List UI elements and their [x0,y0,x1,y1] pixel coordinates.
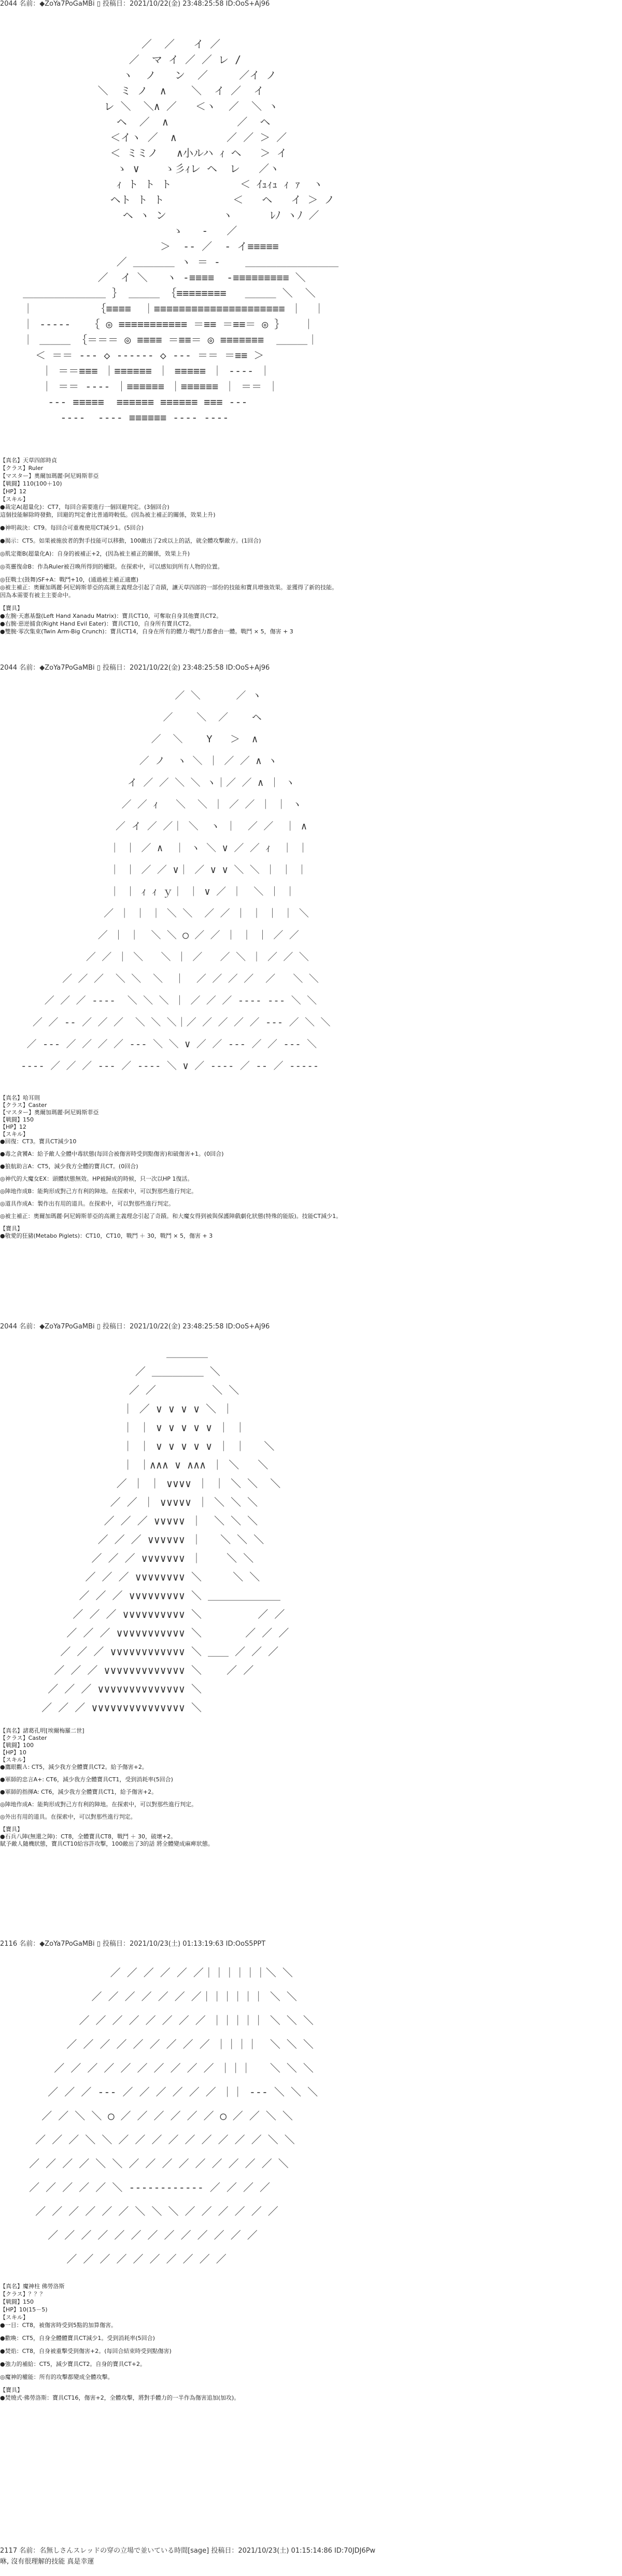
stats-line: 【戦闘】100 [0,1742,34,1749]
stats-line: ●回復：CT3。寶具CT減少10 [0,1138,77,1145]
stats-block [0,1095,622,1240]
stats-line: 【寶具】 [0,1225,23,1232]
stats-spacer [0,519,622,524]
stats-line: 【スキル】 [0,496,29,503]
ascii-art-line: ／ ＼ ／ ヘ [21,712,262,723]
stats-line: 【真名】哈耳則 [0,1095,40,1101]
ascii-art-line: ／ ／ ／ ／ ／ ／ ／ ／ ／ ／ [10,2253,227,2265]
ascii-art-line: ヘ ／ ∧ ／ ヘ [10,116,271,128]
stats-spacer [0,1771,622,1776]
ascii-art [21,685,570,1084]
stats-line: ◎陣地作成B：能夠形成對己方有利的陣地。在探索中，可以對那些進行判定。 [0,1188,197,1195]
stats-line: 【スキル】 [0,1131,29,1138]
ascii-art-line: ｜ ｜∧∧∧ ∨ ∧∧∧ ｜ ＼ ＼ [10,1459,268,1471]
stats-line: 因為本需要有被主主要命中。 [0,592,74,599]
stats-line: ●軍師的指揮A: CT6，減少我方全體寶具CT1，給予傷害+2。 [0,1789,158,1795]
stats-block [0,1727,622,1848]
ascii-art-line: ／ ／ ／ ‐‐‐‐ ＼ ＼ ＼ ｜ ／ ／ ／ ‐‐‐‐ ‐‐‐ ＼ ＼ [21,995,317,1006]
stats-spacer [0,1821,622,1826]
footer-header: 2117 名前：名無しさんスレッドの穿の立場で並いている時間[sage] 投稿日：2021/10/23(土) 01:15:14:86 ID:70JDJ6Pw [0,2547,376,2555]
stats-line: ●一目：CT8，被傷害時受到5點的加算傷害。 [0,2322,117,2329]
ascii-art-line: ／ ／ ／ ／ ／ ／ ／｜｜｜｜｜｜ ＼ ＼ [10,1990,297,2003]
stats-spacer [0,1158,622,1163]
stats-line: ●雙腕‧零次集束(Twin Arm-Big Crunch)：寶具CT14，自身在所有的體力‧戰鬥力都會由一體。戰鬥 × 5，傷害 + 3 [0,628,293,635]
stats-line: 【クラス】Caster [0,1735,47,1741]
ascii-art-line: ／ ／ ／ ∨∨∨∨∨ ｜ ＼ ＼ ＼ [10,1515,258,1527]
stats-line: 【クラス】Ruler [0,465,44,472]
stats-line: 【HP】10 [0,1749,26,1756]
ascii-art-line: ／ ‐‐‐ ／ ／ ／ ／ ‐‐‐ ＼ ＼ ∨ ／ ／ ‐‐‐ ／ ／ ‐‐‐ ＼ [21,1038,317,1050]
ascii-art-line: ＼ ミ ノ ∧ ＼ イ ／ イ [10,85,264,97]
ascii-art-line: ／ ＿＿＿＿ ヽ ＝ ‐ ＿＿＿＿＿＿＿＿＿ [10,256,339,268]
stats-line: 【寶具】 [0,2387,23,2393]
stats-spacer [0,1808,622,1813]
ascii-art-line: ／ ／ ／ ∨∨∨∨∨∨∨∨∨∨∨∨ ＼ ＿＿ ／ ／ ／ [10,1645,279,1658]
ascii-art-line: ／ ／ ／ ∨∨∨∨∨∨∨∨ ＼ ＼ ＼ [10,1571,260,1583]
ascii-art-line: ｜ ＿＿＿ ｛＝＝＝ ◎ ≡≡≡≡ ＝≡≡＝ ◎ ≡≡≡≡≡≡≡ ＿＿＿｜ [10,334,318,346]
stats-spacer [0,1170,622,1175]
stats-line: 【真名】天草四郎時貞 [0,457,57,464]
ascii-art-line: ｜ ｜ ／ ／ ∨｜ ／ ∨ ∨ ＼ ＼ ｜ ｜ ｜ [21,864,307,876]
ascii-art-line: ｜ ｜ ∨ ∨ ∨ ∨ ∨ ｜ ｜ ＼ [10,1440,275,1452]
stats-line: ●強力的補給：CT5，減少寶具CT2。自身的寶具CT+2。 [0,2361,146,2367]
ascii-art-line: ／ ／ ／ ∨∨∨∨∨∨∨∨∨∨∨∨∨∨ ＼ [10,1683,202,1695]
ascii-art-line: ／ ／ ／ ／ ／ ／ ／ ／ ／ ｜｜｜｜ ＼ ＼ ＼ [10,2038,314,2051]
stats-line: 【戦闘】150 [0,2298,34,2305]
stats-spacer [0,2381,622,2386]
stats-line: ●軍師的忠言A+: CT6，減少我方全體寶具CT1，受到消耗率(5回合) [0,1776,173,1783]
ascii-art-line: ／ ／ ／ ／ ／ ／ ／ ／ ｜｜｜｜｜ ＼ ＼ ＼ [10,2014,314,2027]
stats-line: ●狼航助言A：CT5，減少我方全體的寶具CT。(0回合) [0,1163,138,1170]
ascii-art-line: ／ ／ ｜ ∨∨∨∨∨ ｜ ＼ ＼ ＼ [10,1496,258,1508]
post-header: 2044 名前：◆ZoYa7PoGaMBi ▯ 投稿日：2021/10/22(金) 23:48:25:58 ID:OoS+Aj96 [0,664,270,672]
stats-line: ◎狂戰士(鼓舞)SF+A：戰鬥+10，(通過被主補正適應) [0,576,139,583]
stats-line: ◎英靈復命B：作為Ruler被召喚所得到的權限。在探索中，可以感知到所有人物的位置。 [0,563,223,570]
stats-spacer [0,2329,622,2334]
ascii-art-line: ／ ／ ／ ／ ／ ／ ／ ／ ／ ／ ／ ／ ／ [10,2229,258,2241]
stats-spacer [0,545,622,550]
post-header: 2044 名前：◆ZoYa7PoGaMBi ▯ 投稿日：2021/10/22(金) 23:48:25:58 ID:OoS+Aj96 [0,1323,270,1331]
stats-line: 【HP】10(15－5) [0,2306,48,2313]
stats-line: ●神明裁決：CT9。每回合可重複使用CT減少1。(5回合) [0,524,144,531]
stats-line: 賦予敵人隨機狀態，寶具CT10給容許攻擊，100敵出了3的話 將全體變成麻痺狀態。 [0,1840,214,1847]
ascii-art-line: ／ イ ／ ／｜ ＼ ヽ ｜ ／ ／ ｜ ∧ [21,821,307,832]
ascii-art-line: ＿＿＿＿ [10,1347,208,1359]
ascii-art-line: ‐‐‐‐ ‐‐‐‐ ≡≡≡≡≡≡ ‐‐‐‐ ‐‐‐‐ [10,411,229,424]
ascii-art-line: ／ ＿＿＿＿＿ ＼ [10,1365,220,1378]
stats-line: 【スキル】 [0,2314,29,2321]
ascii-art-line: ヘ ヽ ン ヽ ﾚﾉ ヽﾉ ／ [10,209,326,221]
stats-line: ●鷹眼觀Ａ: CT5，減少我方全體寶具CT2。給予傷害+2。 [0,1764,148,1770]
ascii-art-line: ゝ ∨ ゝ彡ｨレ ヘ レ ／ヽ [10,162,280,175]
post-3 [0,1323,622,1940]
stats-line: 【HP】12 [0,1124,26,1130]
stats-line: ◎被主補正：奧爾加瑪麗‧阿尼姆斯菲亞的高潮主義理念引起了奇蹟。和大魔女得到被與保護陣戲劇化狀態(特殊的能版)。技能CT減少1。 [0,1213,342,1220]
footer-text [0,2557,94,2567]
stats-line: ◎道具作成A：製作出有用的道具。在探索中，可以對那些進行判定。 [0,1200,175,1207]
ascii-art-line: ／ ｜ ｜ ∨∨∨∨ ｜ ｜ ＼ ＼ ＼ [10,1477,281,1490]
stats-line: 【マスター】奧爾加瑪麗‧阿尼姆斯菲亞 [0,473,99,479]
ascii-art [10,1344,570,1717]
stats-line: ●揭示：CT5。如果被施放者的對手技能可以移動，100敵出了2或以上的話，就全體攻擊敵方。(1回合) [0,537,261,544]
ascii-art-line: ‐‐‐ ≡≡≡≡≡ ≡≡≡≡≡≡ ≡≡≡≡≡≡ ≡≡≡ ‐‐‐ [10,396,248,408]
ascii-art-line: ヘト ト ト ＜ ヘ イ ＞ ノ [10,193,335,206]
ascii-art [10,36,466,441]
ascii-art-line: ／ ／ ／ ∨∨∨∨∨∨∨ ｜ ＼ ＼ [10,1552,254,1564]
stats-line: 【スキル】 [0,1756,29,1763]
stats-spacer [0,1208,622,1213]
footer-post [0,2547,622,2576]
post-1 [0,0,622,664]
ascii-art-line: イ ／ ／ ＼ ＼ ヽ｜／ ／ ∧ ｜ ヽ [21,777,295,788]
ascii-art-line: ＿＿＿＿＿＿＿＿ ｝ ＿＿＿ ｛≡≡≡≡≡≡≡≡ ＿＿＿ ＼ ＼ [10,287,316,299]
ascii-art-line: ／ ／ ／ ＼ ＼ ＼ ｜ ／ ／ ／ ／ ／ ＼ ＼ [21,973,319,985]
ascii-art-line: ／ ／ ／ ／ ／ ／｜｜｜｜｜｜＼ ＼ [10,1966,293,1979]
ascii-art-line: レ ＼ ＼∧ ／ ＜ヽ ／ ＼ ヽ [10,100,279,113]
stats-line: ●敬愛的狂豬(Metabo Piglets)：CT10，CT10，戰鬥 ＋ 30，戰鬥 × 5，傷害 + 3 [0,1232,213,1239]
ascii-art-line: ／ ／ ／ ／ ／ ＼ ‐‐‐‐‐‐‐‐‐‐‐‐ ／ ／ ／ ／ [10,2181,271,2194]
stats-spacer [0,1220,622,1225]
stats-line: 【戦闘】150 [0,1116,34,1123]
stats-block [0,2282,622,2402]
ascii-art-line: ／ ／ ／ ／ ＼ ＼ ／ ／ ／ ／ ／ ／ ／ ／ ／ ＼ [10,2157,289,2170]
ascii-art-line: ／ ／ ／ ∨∨∨∨∨∨∨∨∨∨∨∨∨ ＼ ／ ／ [10,1664,254,1677]
stats-line: 【戦闘】110(100＋10) [0,480,62,487]
stats-line: ◎神代的大魔女EX：頭體狀態無效。HP被歸成的時候，只一次以HP 1復活。 [0,1175,193,1182]
ascii-art-line: ／ ／ ／ ∨∨∨∨∨∨∨∨∨∨∨ ＼ ／ ／ ／ [10,1627,289,1639]
stats-line: 【クラス】Caster [0,1102,47,1109]
stats-line: ●左腕‧天惠基盤(Left Hand Xanadu Matrix)：寶具CT10，可奪取自身其他寶具CT2。 [0,613,222,619]
stats-block [0,456,622,635]
stats-line: ●焚焰：CT8，自身被重擊受到傷害+2。(每回合結束時受到點傷害) [0,2348,172,2355]
stats-line: 【真名】諸葛孔明[埃爾梅羅二世] [0,1727,84,1734]
post-header: 2116 名前：◆ZoYa7PoGaMBi ▯ 投稿日：2021/10/23(土) 01:13:19:63 ID:OoS5PPT [0,1940,266,1948]
ascii-art-line: ゝ ‐ ／ [10,225,237,237]
ascii-art-line: ／ ノ ヽ ＼ ｜ ／ ／ ∧ ヽ [21,755,278,767]
ascii-art-line: ／ ＼ ／ ヽ [21,690,262,701]
stats-spacer [0,2355,622,2360]
ascii-art-line: ／ ／ ／ ／ ／ ／ ／ ／ ／ ／ ｜｜｜ ＼ ＼ ＼ [10,2062,314,2074]
stats-line: ●裁定A(超量化)：CT7，每回合需要進行一個回避判定。(3個回合) [0,504,169,510]
stats-line: 這個技能解除時發動，回避的判定會比普通時較低。(因為被主補正的關係，效果上升) [0,511,216,518]
ascii-art-line: ｜ ｛≡≡≡≡ ｜≡≡≡≡≡≡≡≡≡≡≡≡≡≡≡≡≡≡≡≡≡ ｜ ｜ [10,302,324,315]
stats-spacer [0,1783,622,1789]
stats-line: 【HP】12 [0,488,26,495]
ascii-art-line: ｜ ｜ ｨ ｨ ｙ｜ ｜ ∨ ／ ｜ ＼ ｜ ｜ [21,886,295,897]
ascii-art-line: ／ ／ ｨ ＼ ＼ ｜ ／ ／ ｜ ｜ ヽ [21,799,302,810]
ascii-art-line: ｜ ‐‐‐‐‐ ｛ ◎ ≡≡≡≡≡≡≡≡≡≡≡ ＝≡≡ ＝≡≡＝ ◎ ｝ ｜ [10,318,314,330]
ascii-art-line: ／ ／ ／ ／ ／ ／ ＼ ＼ ＼ ／ ／ ／ ／ ／ ／ [10,2205,278,2218]
ascii-art-line: ｜ ｜ ／ ∧ ｜ ヽ ＼ ∨ ／ ／ ｨ ｜ ｜ [21,842,308,854]
stats-line: ◎陣地作成A：能夠形成對己方有利的陣地。在探索中，可以對那些進行判定。 [0,1801,197,1808]
stats-line: ◎外出有用的道具。在探索中，可以對那些進行判定。 [0,1813,136,1820]
ascii-art-line: ‐‐‐‐ ／ ／ ／ ‐‐‐ ／ ‐‐‐‐ ＼ ∨ ／ ‐‐‐‐ ／ ‐‐ ／ ‐‐‐‐‐ [21,1060,319,1072]
ascii-art-line: ｜ ／ ∨ ∨ ∨ ∨ ＼ ｜ [10,1403,233,1415]
ascii-art-line: ／ ／ ＼ ＼ ◯ ／ ／ ／ ／ ／ ／ ◯ ／ ／ ＼ ＼ [10,2110,293,2122]
post-2 [0,664,622,1323]
post-4 [0,1940,622,2542]
ascii-art-line: ／ ／ イ ／ [10,38,221,50]
ascii-art-line: ヽ ノ ン ／ ／イ ノ [10,69,277,81]
stats-line: ●石兵八陣(無還之陣)：CT8，全體寶具CT8，戰鬥 ＋ 30，破壞+2。 [0,1833,177,1840]
ascii-art-line: ／ マ イ ／ ／ レ / [10,53,248,66]
stats-spacer [0,1183,622,1188]
stats-line: ●焚燒式‧佛勞洛斯：寶具CT16，傷害+2，全體攻擊，將對手體力的一半作為傷害追加(加攻)。 [0,2394,240,2401]
ascii-art-line: ／ ／ ／ ＼ ＼ ／ ／ ／ ／ ／ ／ ／ ／ ／ ＼ ＼ [10,2134,295,2146]
stats-line: ●歡喚：CT5，自身全體體寶具CT減少1。受到消耗率(5回合) [0,2335,155,2342]
ascii-art-line: ｨ ト ト ト ＜ ｲｭｨｭ ｨ ｧ ヽ [10,178,323,190]
stats-spacer [0,2342,622,2347]
ascii-art-line: ／ イ ＼ ヽ ‐≡≡≡≡ ‐≡≡≡≡≡≡≡≡≡ ＼ [10,271,306,284]
ascii-art-line: ＜イヽ ／ ∧ ／ ／ ＞ ／ [10,131,287,144]
ascii-art [10,1961,560,2272]
ascii-art-line: ｜ ｜ ∨ ∨ ∨ ∨ ∨ ｜ ｜ [10,1421,246,1434]
ascii-art-line: ／ ｜ ｜ ＼ ＼ ◯ ／ ／ ｜ ｜ ｜ ／ ／ [21,930,299,941]
stats-line: 【寶具】 [0,605,23,612]
ascii-art-line: ｜ ＝＝≡≡≡ ｜≡≡≡≡≡≡ ｜ ≡≡≡≡≡ ｜ ‐‐‐‐ ｜ [10,365,271,377]
stats-line: 【マスター】奧爾加瑪麗‧阿尼姆斯菲亞 [0,1109,99,1116]
stats-spacer [0,532,622,537]
stats-spacer [0,1195,622,1200]
stats-line: ◎肌定衛B(超量化A)：自身的被補正+2，(因為被主補正的關係，效果上升) [0,550,190,557]
stats-spacer [0,1145,622,1151]
stats-spacer [0,2368,622,2373]
ascii-art-line: ／ ／ ／ ∨∨∨∨∨∨ ｜ ＼ ＼ ＼ [10,1533,264,1546]
stats-line: ●右腕‧惡逆捕食(Right Hand Evil Eater)：寶具CT10，自身所有寶具CT2。 [0,620,195,627]
ascii-art-line: ／ ／ ／ ∨∨∨∨∨∨∨∨∨∨ ＼ ／ ／ [10,1608,285,1621]
ascii-art-line: ／ ／ ＼ ＼ [10,1384,239,1396]
ascii-art-line: ／ ／ ｜ ＼ ＼ ｜ ／ ／ ＼ ｜ ／ ／ ＼ [21,951,309,963]
ascii-art-line: ／ ／ ‐‐ ／ ／ ／ ＼ ＼ ＼｜／ ／ ／ ／ ／ ‐‐‐ ／ ＼ ＼ [21,1017,331,1028]
stats-line: 【真名】魔神柱 佛勞洛斯 [0,2283,65,2290]
ascii-art-line: ／ ／ ／ ∨∨∨∨∨∨∨∨∨∨∨∨∨∨∨ ＼ [10,1701,202,1714]
stats-line: ●毒之貪饕A：給予敵人全體中毒狀態(每回合被傷害時受到點傷害)和破傷害+1。(0回合) [0,1151,224,1157]
footer-line: 咻, 沒有很理解的技能 真是幸運 [0,2558,94,2566]
stats-line: ◎魔神的權能：所有的攻擊都變成全體攻擊。 [0,2374,114,2380]
ascii-art-line: ＞ ‐‐ ／ ‐ イ≡≡≡≡≡ [10,240,279,253]
ascii-art-line: ／ ｜ ｜ ｜ ＼ ＼ ／ ／ ｜ ｜ ｜ ｜ ＼ [21,908,309,919]
post-header: 2044 名前：◆ZoYa7PoGaMBi ▯ 投稿日：2021/10/22(金) 23:48:25:58 ID:OoS+Aj96 [0,0,270,8]
ascii-art-line: ＜ ミミノ ∧小ルハ ｨ ヘ ＞ イ [10,147,287,159]
stats-spacer [0,599,622,604]
ascii-art-line: ／ ／ ／ ∨∨∨∨∨∨∨∨∨ ＼ ＿＿＿＿＿＿＿ [10,1589,281,1602]
ascii-art-line: ＜ ＝＝ ‐‐‐ ◇ ‐‐‐‐‐‐ ◇ ‐‐‐ ＝＝ ＝≡≡ ＞ [10,349,264,362]
stats-spacer [0,558,622,563]
stats-spacer [0,571,622,576]
ascii-art-line: ｜ ＝＝ ‐‐‐‐ ｜≡≡≡≡≡≡ ｜≡≡≡≡≡≡ ｜ ＝＝ ｜ [10,380,279,393]
ascii-art-line: ／ ＼ Y ＞ ∧ [21,733,258,745]
stats-line: 【寶具】 [0,1826,23,1833]
stats-line: ◎被主補正：奧爾加瑪麗‧阿尼姆斯菲亞的高潮主義理念引起了奇蹟，讓天草四郎的一部份的技能和寶具增強效果。並獲得了新的技能。 [0,584,338,591]
stats-line: 【クラス】？？？ [0,2291,46,2297]
ascii-art-line: ／ ／ ／ ‐‐‐ ／ ／ ／ ／ ／ ／ ｜｜ ‐‐‐ ＼ ＼ ＼ [10,2086,318,2098]
stats-spacer [0,1796,622,1801]
